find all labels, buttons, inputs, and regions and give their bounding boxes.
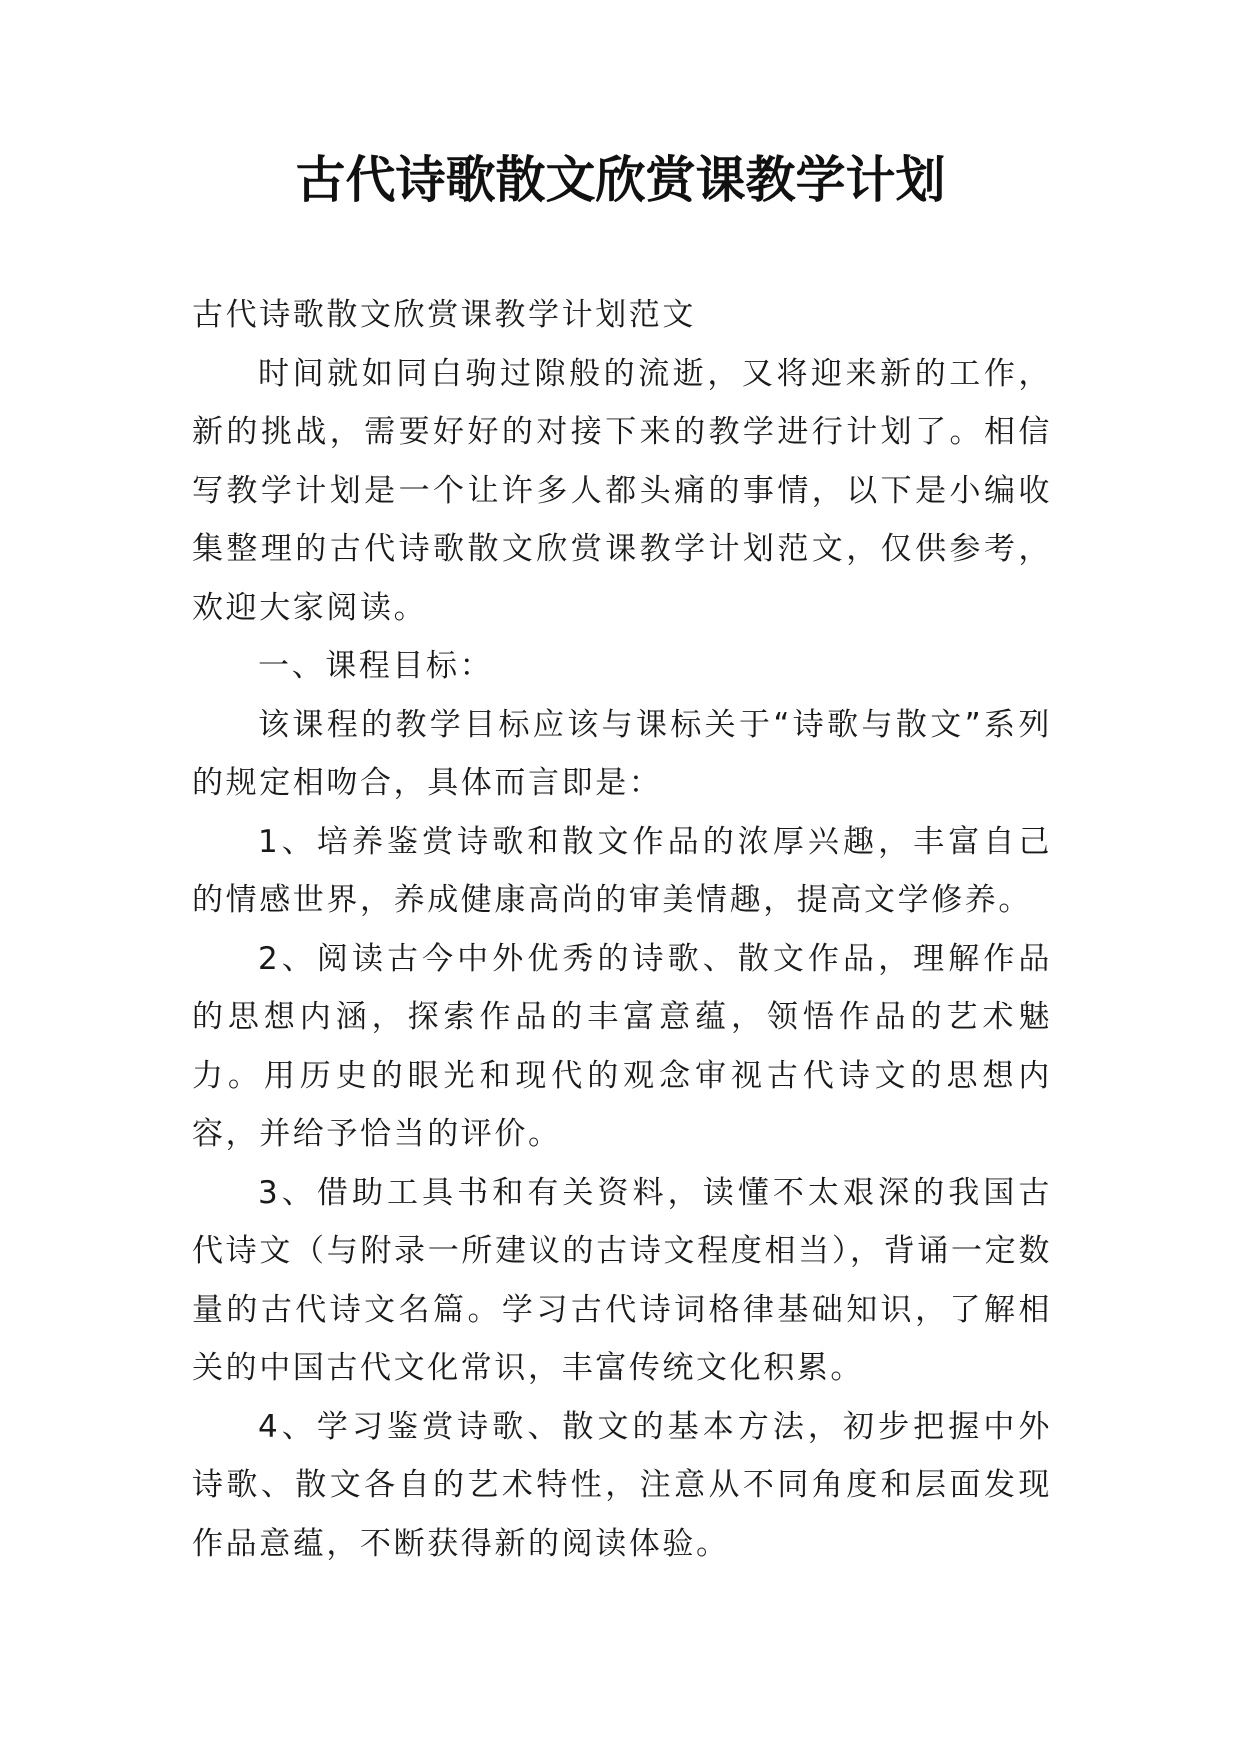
section-heading: 一、课程目标： — [258, 648, 494, 684]
intro-paragraph: 时间就如同白驹过隙般的流逝，又将迎来新的工作，新的挑战，需要好好的对接下来的教学进行计划了。相信写教学计划是一个让许多人都头痛的事情，以下是小编收集整理的古代诗歌散文欣赏课教学计划范文，仅供参考，欢迎大家阅读。 — [192, 355, 1052, 626]
document-title: 古代诗歌散文欣赏课教学计划 — [295, 150, 946, 209]
goal-item-1: 1、培养鉴赏诗歌和散文作品的浓厚兴趣，丰富自己的情感世界，养成健康高尚的审美情趣，提高文学修养。 — [192, 823, 1052, 918]
goal-item-3: 3、借助工具书和有关资料，读懂不太艰深的我国古代诗文（与附录一所建议的古诗文程度相当），背诵一定数量的古代诗文名篇。学习古代诗词格律基础知识，了解相关的中国古代文化常识，丰富传统文化积累。 — [192, 1174, 1052, 1386]
document-body — [192, 286, 1052, 1573]
document-subtitle: 古代诗歌散文欣赏课教学计划范文 — [192, 297, 696, 333]
section-intro-paragraph: 该课程的教学目标应该与课标关于“诗歌与散文”系列的规定相吻合，具体而言即是： — [192, 706, 1052, 801]
goal-item-2: 2、阅读古今中外优秀的诗歌、散文作品，理解作品的思想内涵，探索作品的丰富意蕴，领悟作品的艺术魅力。用历史的眼光和现代的观念审视古代诗文的思想内容，并给予恰当的评价。 — [192, 940, 1052, 1152]
goal-item-4: 4、学习鉴赏诗歌、散文的基本方法，初步把握中外诗歌、散文各自的艺术特性，注意从不同角度和层面发现作品意蕴，不断获得新的阅读体验。 — [192, 1408, 1052, 1562]
